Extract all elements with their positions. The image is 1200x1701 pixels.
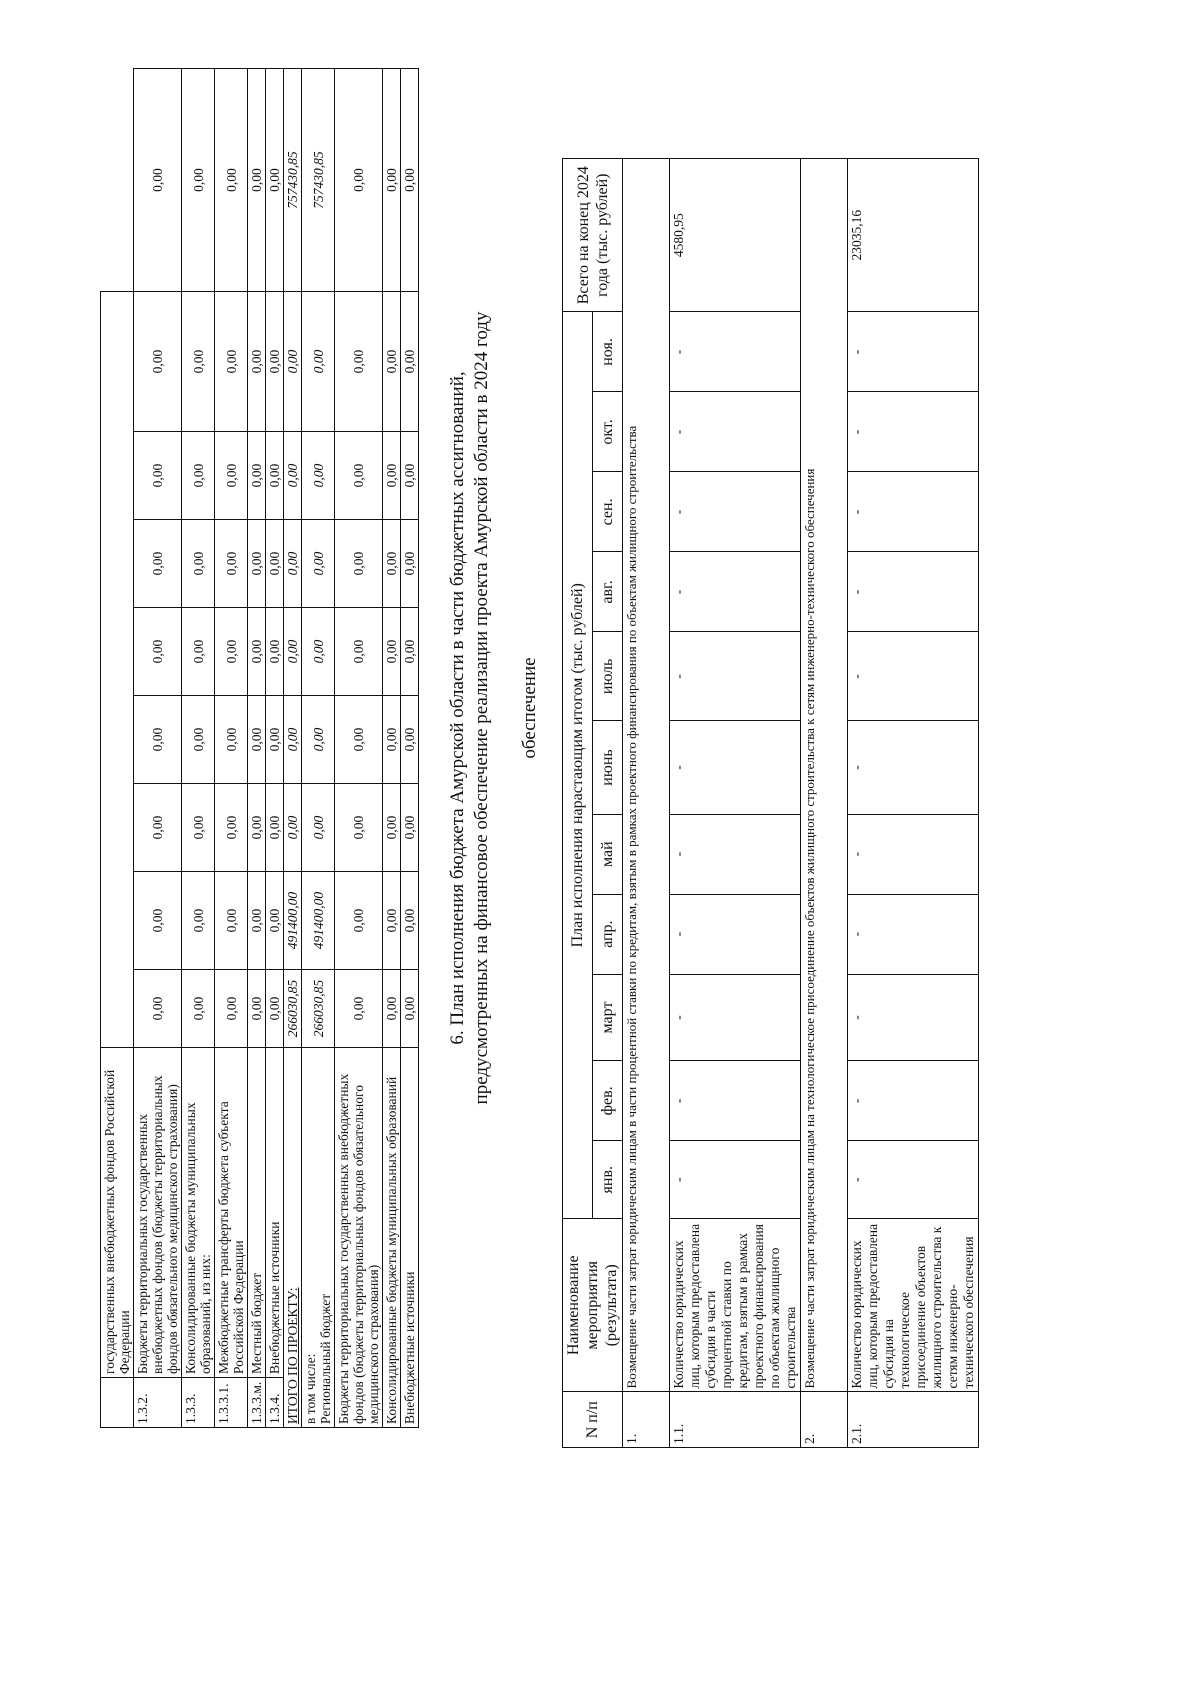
row-name: Консолидированные бюджеты муниципальных образований, из них: bbox=[182, 1048, 215, 1378]
summary-value: 0,00 bbox=[401, 872, 419, 970]
value-cell: 0,00 bbox=[266, 872, 284, 970]
header-month: янв. bbox=[593, 1141, 623, 1219]
regional-row bbox=[302, 69, 335, 1428]
regional-value: 0,00 bbox=[302, 292, 335, 432]
month-value: - bbox=[670, 1141, 801, 1219]
total-value: 491400,00 bbox=[284, 872, 302, 970]
month-value: - bbox=[670, 472, 801, 552]
value-cell: 0,00 bbox=[266, 292, 284, 432]
row-number: 2. bbox=[801, 1392, 848, 1448]
header-num: N п/п bbox=[563, 1392, 623, 1448]
summary-value: 0,00 bbox=[383, 872, 401, 970]
regional-value: 0,00 bbox=[302, 784, 335, 872]
value-cell: 0,00 bbox=[266, 69, 284, 292]
row-code: 1.3.2. bbox=[134, 1378, 182, 1428]
value-cell: 0,00 bbox=[248, 608, 266, 696]
regional-value: 0,00 bbox=[302, 432, 335, 520]
summary-value: 0,00 bbox=[383, 970, 401, 1048]
summary-value: 0,00 bbox=[335, 520, 383, 608]
value-cell: 0,00 bbox=[215, 784, 248, 872]
summary-value: 0,00 bbox=[401, 69, 419, 292]
month-value: - bbox=[670, 632, 801, 721]
regional-value: 0,00 bbox=[302, 520, 335, 608]
header-month: окт. bbox=[593, 392, 623, 472]
summary-value: 0,00 bbox=[335, 608, 383, 696]
header-month: ноя. bbox=[593, 312, 623, 392]
month-value: - bbox=[670, 974, 801, 1061]
total-row bbox=[284, 69, 302, 1428]
row-name: Местный бюджет bbox=[248, 1048, 266, 1378]
summary-value: 0,00 bbox=[401, 608, 419, 696]
month-value: - bbox=[848, 632, 979, 721]
month-value: - bbox=[670, 1061, 801, 1141]
value-cell: 0,00 bbox=[182, 520, 215, 608]
value-cell: 0,00 bbox=[134, 696, 182, 784]
summary-value: 0,00 bbox=[383, 69, 401, 292]
summary-value: 0,00 bbox=[383, 696, 401, 784]
budget-row bbox=[101, 69, 134, 1428]
value-cell: 0,00 bbox=[215, 69, 248, 292]
value-cell: 0,00 bbox=[182, 872, 215, 970]
value-cell: 0,00 bbox=[134, 872, 182, 970]
total-value: 0,00 bbox=[284, 520, 302, 608]
value-cell: 0,00 bbox=[266, 608, 284, 696]
value-cell: 0,00 bbox=[182, 970, 215, 1048]
budget-row bbox=[182, 69, 215, 1428]
section-row bbox=[623, 159, 670, 1448]
summary-value: 0,00 bbox=[401, 784, 419, 872]
value-cell: 0,00 bbox=[182, 608, 215, 696]
row-number: 1. bbox=[623, 1392, 670, 1448]
summary-value: 0,00 bbox=[401, 696, 419, 784]
value-cell: 0,00 bbox=[182, 292, 215, 432]
header-total: Всего на конец 2024 года (тыс. рублей) bbox=[563, 159, 623, 312]
value-cell: 0,00 bbox=[182, 69, 215, 292]
month-value: - bbox=[848, 721, 979, 814]
value-cell: 0,00 bbox=[134, 784, 182, 872]
header-name: Наименование мероприятия (результата) bbox=[563, 1219, 623, 1392]
section-title: Возмещение части затрат юридическим лицам в части процентной ставки по кредитам, взятым в рамках проектного финансирования по объектам жилищного строительства bbox=[623, 159, 670, 1392]
month-value: - bbox=[848, 974, 979, 1061]
row-number: 2.1. bbox=[848, 1392, 979, 1448]
regional-label bbox=[302, 1048, 335, 1428]
summary-value: 0,00 bbox=[335, 292, 383, 432]
regional-value: 266030,85 bbox=[302, 970, 335, 1048]
value-cell: 0,00 bbox=[134, 69, 182, 292]
summary-value: 0,00 bbox=[401, 520, 419, 608]
summary-value: 0,00 bbox=[383, 292, 401, 432]
total-value: 266030,85 bbox=[284, 970, 302, 1048]
item-name: Количество юридических лиц, которым предоставлена субсидия в части процентной ставки по кредитам, взятым в рамках проектного финансирования по объектам жилищного строительства bbox=[670, 1219, 801, 1392]
total-value: 0,00 bbox=[284, 696, 302, 784]
month-value: - bbox=[848, 894, 979, 974]
header-plan: План исполнения нарастающим итогом (тыс. рублей) bbox=[563, 312, 593, 1219]
value-cell: 0,00 bbox=[248, 292, 266, 432]
incl-label: в том числе: bbox=[303, 1353, 318, 1424]
row-code: 1.3.3. bbox=[182, 1378, 215, 1428]
row-name: Внебюджетные источники bbox=[266, 1048, 284, 1378]
title-line-3: обеспечение bbox=[519, 657, 540, 759]
row-code: 1.3.3.м. bbox=[248, 1378, 266, 1428]
summary-value: 0,00 bbox=[383, 608, 401, 696]
value-cell: 0,00 bbox=[248, 970, 266, 1048]
header-month: май bbox=[593, 814, 623, 894]
total-value: 0,00 bbox=[284, 784, 302, 872]
value-cell: 0,00 bbox=[215, 970, 248, 1048]
section-title: Возмещение части затрат юридическим лицам на технологическое присоединение объектов жилищного строительства к сетям инженерно-технического обеспечения bbox=[801, 159, 848, 1392]
summary-label: Внебюджетные источники bbox=[401, 1048, 419, 1428]
value-cell: 0,00 bbox=[215, 608, 248, 696]
value-cell: 0,00 bbox=[215, 292, 248, 432]
section-row bbox=[801, 159, 848, 1448]
summary-label: Консолидированные бюджеты муниципальных образований bbox=[383, 1048, 401, 1428]
row-name: Межбюджетные трансферты бюджета субъекта Российской Федерации bbox=[215, 1048, 248, 1378]
summary-value: 0,00 bbox=[335, 432, 383, 520]
value-cell: 0,00 bbox=[182, 432, 215, 520]
summary-value: 0,00 bbox=[335, 696, 383, 784]
summary-value: 0,00 bbox=[401, 432, 419, 520]
header-month: фев. bbox=[593, 1061, 623, 1141]
row-code bbox=[101, 1378, 134, 1428]
total-value: 0,00 bbox=[284, 432, 302, 520]
header-month: июнь bbox=[593, 721, 623, 814]
summary-value: 0,00 bbox=[335, 784, 383, 872]
summary-value: 0,00 bbox=[335, 69, 383, 292]
value-cell: 0,00 bbox=[182, 696, 215, 784]
item-row bbox=[670, 159, 801, 1448]
section-title bbox=[446, 148, 542, 1268]
header-month: авг. bbox=[593, 552, 623, 632]
value-cell: 0,00 bbox=[134, 432, 182, 520]
value-cell: 0,00 bbox=[134, 608, 182, 696]
header-month: сен. bbox=[593, 472, 623, 552]
value-cell: 0,00 bbox=[134, 970, 182, 1048]
value-cell: 0,00 bbox=[182, 784, 215, 872]
header-month: июль bbox=[593, 632, 623, 721]
regional-value: 491400,00 bbox=[302, 872, 335, 970]
budget-summary-row bbox=[401, 69, 419, 1428]
empty-cell bbox=[101, 292, 134, 1048]
summary-value: 0,00 bbox=[335, 872, 383, 970]
month-value: - bbox=[670, 312, 801, 392]
row-code: 1.3.4. bbox=[266, 1378, 284, 1428]
value-cell: 0,00 bbox=[248, 872, 266, 970]
upper-table-block bbox=[100, 68, 419, 1428]
total-value: 757430,85 bbox=[284, 69, 302, 292]
summary-value: 0,00 bbox=[401, 292, 419, 432]
budget-row bbox=[134, 69, 182, 1428]
budget-row bbox=[248, 69, 266, 1428]
regional-value: 0,00 bbox=[302, 696, 335, 784]
lower-table-block bbox=[562, 158, 979, 1448]
month-value: - bbox=[670, 814, 801, 894]
regional-value: 0,00 bbox=[302, 608, 335, 696]
month-value: - bbox=[848, 1061, 979, 1141]
value-cell: 0,00 bbox=[266, 432, 284, 520]
header-month: март bbox=[593, 974, 623, 1061]
title-line-2: предусмотренных на финансовое обеспечение реализации проекта Амурской области в 2024 году bbox=[471, 311, 492, 1105]
month-value: - bbox=[670, 721, 801, 814]
budget-sources-table bbox=[100, 68, 419, 1428]
total-label: ИТОГО ПО ПРОЕКТУ: bbox=[284, 1048, 302, 1428]
header-month: апр. bbox=[593, 894, 623, 974]
month-value: - bbox=[848, 312, 979, 392]
summary-label: Бюджеты территориальных государственных внебюджетных фондов (бюджеты территориальных фондов обязательного медицинского страхования) bbox=[335, 1048, 383, 1428]
total-value: 0,00 bbox=[284, 292, 302, 432]
month-value: - bbox=[670, 552, 801, 632]
month-value: - bbox=[848, 392, 979, 472]
summary-value: 0,00 bbox=[335, 970, 383, 1048]
value-cell: 0,00 bbox=[134, 520, 182, 608]
budget-summary-row bbox=[383, 69, 401, 1428]
month-value: - bbox=[670, 894, 801, 974]
value-cell: 0,00 bbox=[215, 432, 248, 520]
value-cell: 0,00 bbox=[215, 520, 248, 608]
value-cell: 0,00 bbox=[215, 696, 248, 784]
month-value: - bbox=[848, 814, 979, 894]
item-name: Количество юридических лиц, которым предоставлена субсидия на технологическое присоединение объектов жилищного строительства к сетям инженерно-технического обеспечения bbox=[848, 1219, 979, 1392]
item-row bbox=[848, 159, 979, 1448]
regional-value: 757430,85 bbox=[302, 69, 335, 292]
execution-plan-table bbox=[562, 158, 979, 1448]
value-cell: 0,00 bbox=[266, 520, 284, 608]
budget-row bbox=[266, 69, 284, 1428]
month-value: - bbox=[848, 472, 979, 552]
row-code: 1.3.3.1. bbox=[215, 1378, 248, 1428]
value-cell: 0,00 bbox=[248, 784, 266, 872]
value-cell: 0,00 bbox=[266, 970, 284, 1048]
row-name: Бюджеты территориальных государственных внебюджетных фондов (бюджеты территориальных фондов обязательного медицинского страхования) bbox=[134, 1048, 182, 1378]
value-cell: 0,00 bbox=[266, 784, 284, 872]
summary-value: 0,00 bbox=[401, 970, 419, 1048]
budget-summary-row bbox=[335, 69, 383, 1428]
value-cell: 0,00 bbox=[248, 69, 266, 292]
month-value: - bbox=[670, 392, 801, 472]
summary-value: 0,00 bbox=[383, 432, 401, 520]
value-cell: 0,00 bbox=[248, 520, 266, 608]
value-cell: 0,00 bbox=[248, 696, 266, 784]
value-cell: 0,00 bbox=[248, 432, 266, 520]
total-value: 0,00 bbox=[284, 608, 302, 696]
budget-row bbox=[215, 69, 248, 1428]
regional-budget-label: Региональный бюджет bbox=[318, 1293, 333, 1424]
value-cell: 0,00 bbox=[215, 872, 248, 970]
summary-value: 0,00 bbox=[383, 784, 401, 872]
item-total: 4580,95 bbox=[670, 159, 801, 312]
row-number: 1.1. bbox=[670, 1392, 801, 1448]
row-name: государственных внебюджетных фондов Российской Федерации bbox=[101, 1048, 134, 1378]
value-cell: 0,00 bbox=[266, 696, 284, 784]
month-value: - bbox=[848, 552, 979, 632]
item-total: 23035,16 bbox=[848, 159, 979, 312]
month-value: - bbox=[848, 1141, 979, 1219]
summary-value: 0,00 bbox=[383, 520, 401, 608]
title-line-1: 6. План исполнения бюджета Амурской области в части бюджетных ассигнований, bbox=[447, 371, 468, 1045]
value-cell: 0,00 bbox=[134, 292, 182, 432]
